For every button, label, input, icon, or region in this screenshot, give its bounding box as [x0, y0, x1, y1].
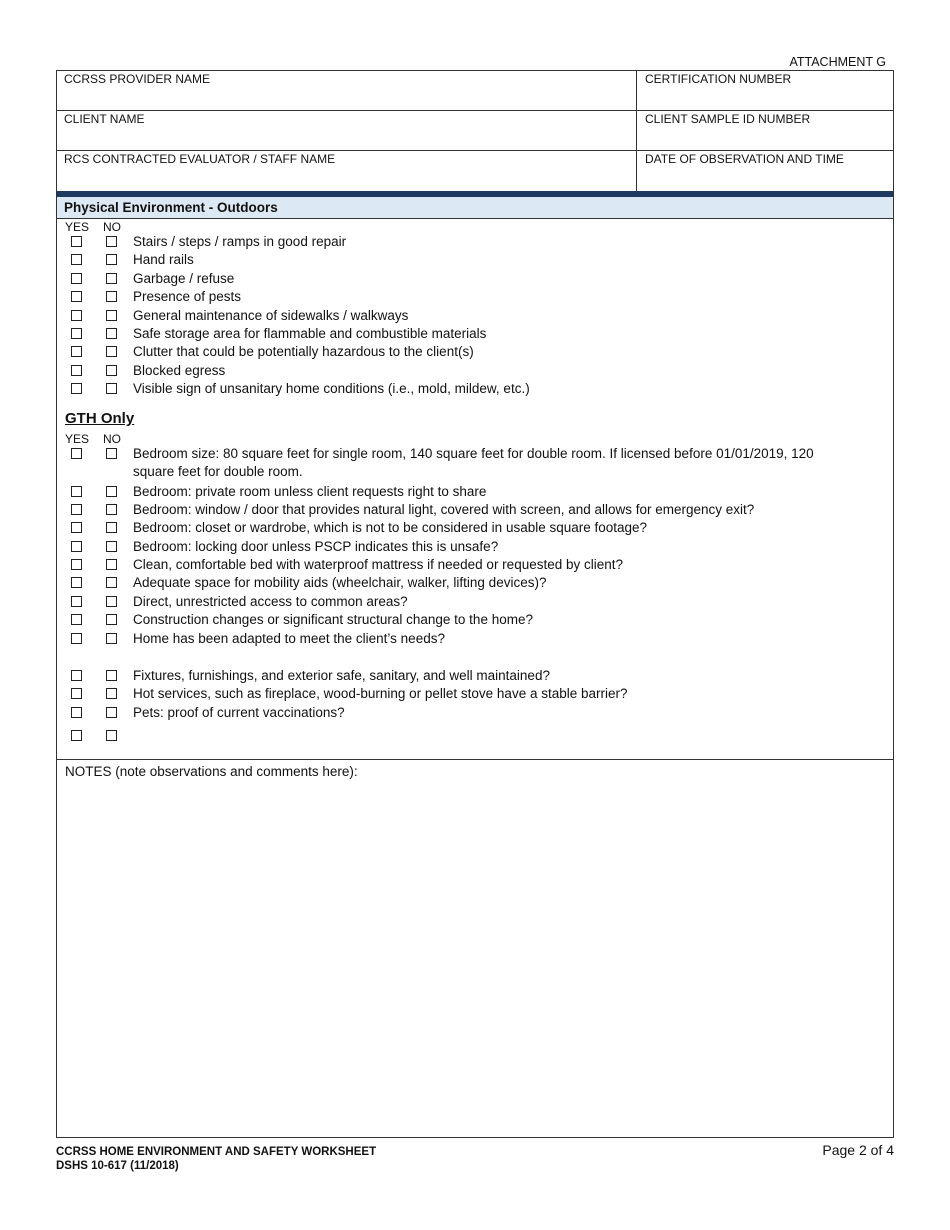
- yes-label: YES: [65, 220, 90, 234]
- no-checkbox[interactable]: [106, 670, 117, 681]
- attachment-label: ATTACHMENT G: [789, 55, 886, 69]
- checklist-item-label: Home has been adapted to meet the client’s needs?: [133, 631, 445, 646]
- checklist-item-label: Hot services, such as fireplace, wood-burning or pellet stove have a stable barrier?: [133, 686, 628, 701]
- checklist-item-label: Bedroom: closet or wardrobe, which is not to be considered in usable square footage?: [133, 520, 648, 535]
- yes-checkbox[interactable]: [71, 486, 82, 497]
- no-checkbox[interactable]: [106, 254, 117, 265]
- yes-checkbox[interactable]: [71, 383, 82, 394]
- header-row-1: [57, 71, 893, 111]
- checklist-item-label: Blocked egress: [133, 362, 226, 378]
- no-checkbox[interactable]: [106, 365, 117, 376]
- footer-form-number: DSHS 10-617 (11/2018): [56, 1160, 179, 1172]
- no-checkbox[interactable]: [106, 559, 117, 570]
- checklist-item-label: Construction changes or significant structural change to the home?: [133, 612, 533, 627]
- yes-checkbox[interactable]: [71, 273, 82, 284]
- no-checkbox[interactable]: [106, 541, 117, 552]
- footer-title: CCRSS HOME ENVIRONMENT AND SAFETY WORKSHEET: [56, 1146, 377, 1158]
- section-title: Physical Environment - Outdoors: [57, 197, 893, 219]
- no-checkbox[interactable]: [106, 383, 117, 394]
- no-checkbox[interactable]: [106, 577, 117, 588]
- yes-checkbox[interactable]: [71, 670, 82, 681]
- client-name-field[interactable]: CLIENT NAME: [57, 111, 637, 150]
- form-frame: [56, 70, 894, 1138]
- no-checkbox[interactable]: [106, 707, 117, 718]
- no-checkbox[interactable]: [106, 614, 117, 625]
- header-row-2: [57, 111, 893, 151]
- no-checkbox[interactable]: [106, 633, 117, 644]
- notes-label: NOTES (note observations and comments here):: [65, 764, 358, 779]
- no-label: NO: [103, 220, 121, 234]
- checklist-item-label: Stairs / steps / ramps in good repair: [133, 234, 347, 249]
- yes-checkbox[interactable]: [71, 291, 82, 302]
- provider-name-field[interactable]: CCRSS PROVIDER NAME: [57, 71, 637, 110]
- checklist-item-label: Presence of pests: [133, 289, 242, 305]
- no-checkbox[interactable]: [106, 328, 117, 339]
- checklist-item-label: Clean, comfortable bed with waterproof mattress if needed or requested by client?: [133, 557, 624, 572]
- yes-checkbox[interactable]: [71, 522, 82, 533]
- checklist-item-label: Pets: proof of current vaccinations?: [133, 705, 345, 720]
- checklist-item-label: Direct, unrestricted access to common areas?: [133, 594, 408, 609]
- checklist-item-label: Garbage / refuse: [133, 270, 235, 286]
- no-checkbox[interactable]: [106, 688, 117, 699]
- page-number: Page 2 of 4: [822, 1142, 894, 1158]
- yes-checkbox[interactable]: [71, 310, 82, 321]
- yes-checkbox[interactable]: [71, 504, 82, 515]
- footer-left: [56, 1145, 376, 1173]
- yes-checkbox[interactable]: [71, 730, 82, 741]
- no-label: NO: [103, 432, 121, 446]
- no-checkbox[interactable]: [106, 596, 117, 607]
- yes-label: YES: [65, 432, 90, 446]
- yes-checkbox[interactable]: [71, 365, 82, 376]
- no-checkbox[interactable]: [106, 273, 117, 284]
- yes-checkbox[interactable]: [71, 346, 82, 357]
- notes-divider: [57, 759, 893, 760]
- yes-checkbox[interactable]: [71, 448, 82, 459]
- yes-checkbox[interactable]: [71, 596, 82, 607]
- yes-checkbox[interactable]: [71, 559, 82, 570]
- checklist-item-label: Hand rails: [133, 252, 194, 268]
- date-time-field[interactable]: DATE OF OBSERVATION AND TIME: [645, 152, 844, 166]
- checklist-item-label: Fixtures, furnishings, and exterior safe, sanitary, and well maintained?: [133, 668, 550, 683]
- no-checkbox[interactable]: [106, 730, 117, 741]
- yes-checkbox[interactable]: [71, 633, 82, 644]
- checklist-item-label: Bedroom: locking door unless PSCP indicates this is unsafe?: [133, 539, 499, 554]
- yes-checkbox[interactable]: [71, 254, 82, 265]
- no-checkbox[interactable]: [106, 291, 117, 302]
- checklist-item-label: General maintenance of sidewalks / walkways: [133, 307, 409, 323]
- checklist-item-label: Safe storage area for flammable and combustible materials: [133, 326, 487, 341]
- no-checkbox[interactable]: [106, 346, 117, 357]
- yes-checkbox[interactable]: [71, 707, 82, 718]
- no-checkbox[interactable]: [106, 448, 117, 459]
- gth-title: GTH Only: [65, 410, 135, 427]
- yes-checkbox[interactable]: [71, 236, 82, 247]
- checklist-item-label: Adequate space for mobility aids (wheelchair, walker, lifting devices)?: [133, 575, 547, 590]
- checklist-item-label: Clutter that could be potentially hazardous to the client(s): [133, 344, 474, 360]
- yes-checkbox[interactable]: [71, 577, 82, 588]
- checklist-item-label: Bedroom: private room unless client requests right to share: [133, 484, 487, 499]
- checklist-item-label: Bedroom: window / door that provides natural light, covered with screen, and allows for emergency exit?: [133, 502, 755, 517]
- checklist-item-label: Visible sign of unsanitary home conditions (i.e., mold, mildew, etc.): [133, 381, 530, 397]
- no-checkbox[interactable]: [106, 236, 117, 247]
- yes-checkbox[interactable]: [71, 688, 82, 699]
- no-checkbox[interactable]: [106, 522, 117, 533]
- yes-checkbox[interactable]: [71, 541, 82, 552]
- evaluator-name-field[interactable]: RCS CONTRACTED EVALUATOR / STAFF NAME: [57, 151, 637, 191]
- yes-checkbox[interactable]: [71, 328, 82, 339]
- yes-checkbox[interactable]: [71, 614, 82, 625]
- no-checkbox[interactable]: [106, 504, 117, 515]
- checklist-item-label: Bedroom size: 80 square feet for single room, 140 square feet for double room. If licensed before 01/01/2019, 120 square feet for double room.: [133, 446, 814, 479]
- no-checkbox[interactable]: [106, 310, 117, 321]
- certification-number-field[interactable]: CERTIFICATION NUMBER: [645, 72, 792, 86]
- no-checkbox[interactable]: [106, 486, 117, 497]
- header-row-3: [57, 151, 893, 191]
- client-sample-id-field[interactable]: CLIENT SAMPLE ID NUMBER: [645, 112, 811, 126]
